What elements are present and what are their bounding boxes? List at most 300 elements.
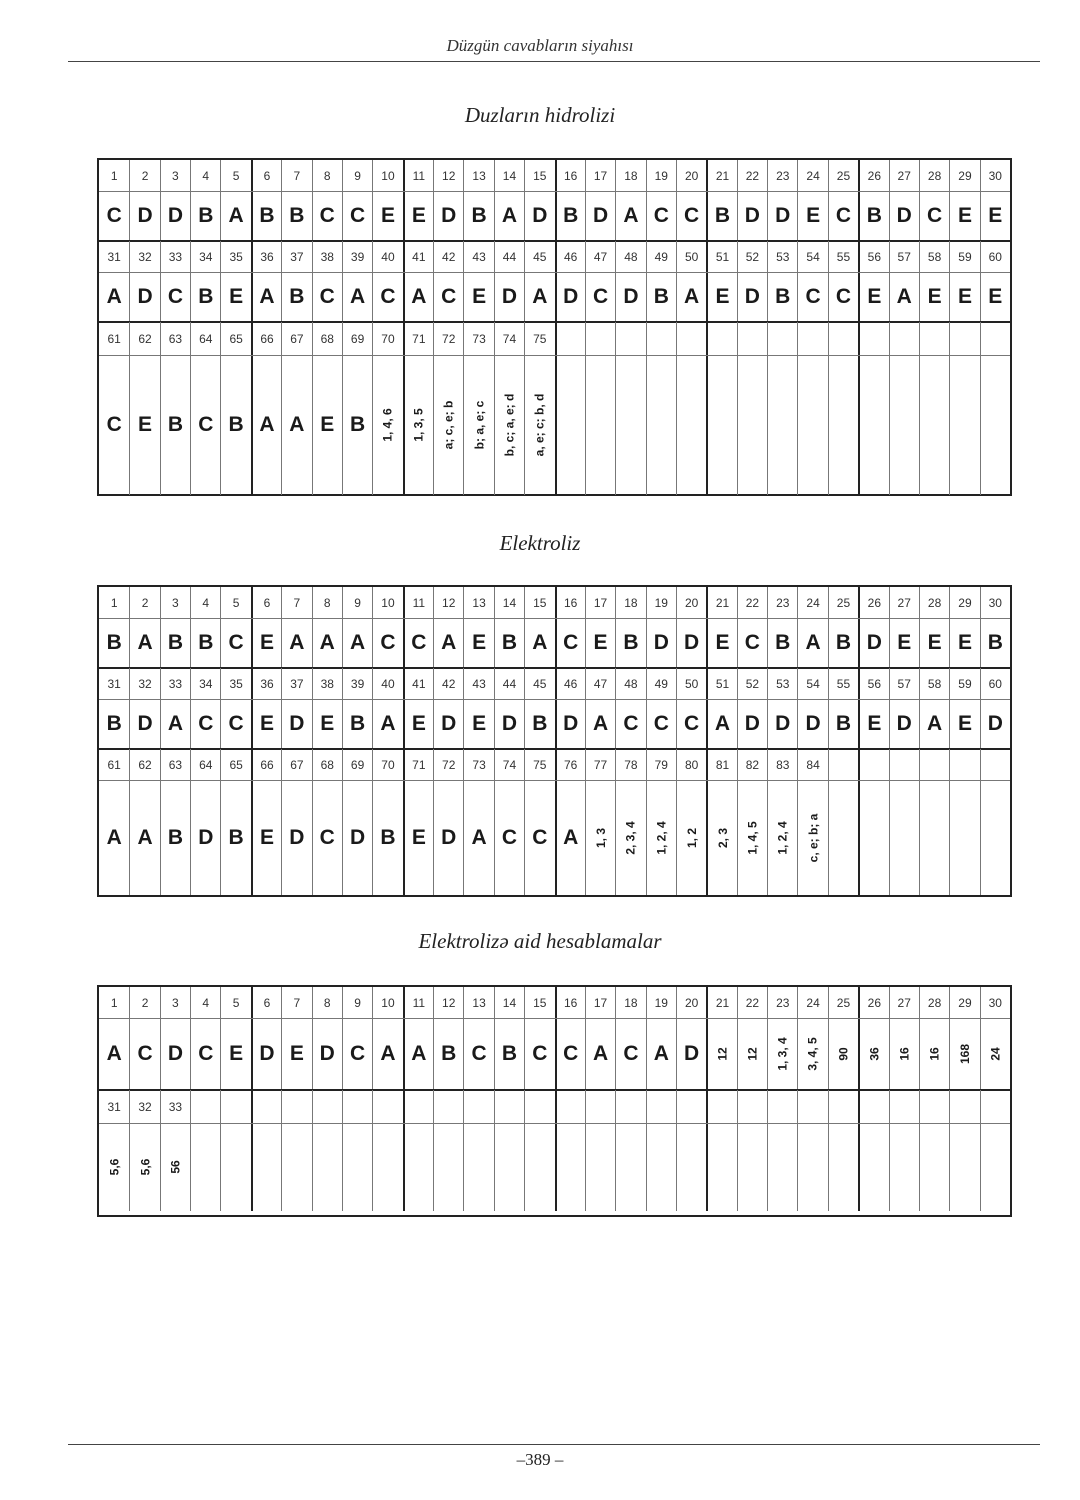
answer-cell bbox=[372, 191, 402, 241]
answer-cell bbox=[949, 618, 979, 668]
answer-value: A bbox=[350, 285, 366, 308]
answer-value: b, c; a, e; d bbox=[502, 393, 517, 457]
answer-cell bbox=[160, 780, 190, 895]
answer-cell bbox=[889, 699, 919, 749]
question-number: 50 bbox=[684, 249, 699, 264]
answer-value: C bbox=[623, 1042, 639, 1065]
answer-value: D bbox=[563, 712, 579, 735]
question-number-cell bbox=[312, 749, 342, 780]
question-number-cell bbox=[767, 241, 797, 272]
question-number: 81 bbox=[715, 757, 730, 772]
answer-cell bbox=[372, 618, 402, 668]
question-number-cell bbox=[433, 241, 463, 272]
question-number: 32 bbox=[138, 1099, 152, 1114]
question-number-cell bbox=[281, 241, 311, 272]
question-number-cell bbox=[737, 587, 767, 618]
question-number: 24 bbox=[806, 595, 820, 610]
question-number-cell bbox=[706, 587, 736, 618]
question-number-row bbox=[99, 1090, 1010, 1123]
question-number: 21 bbox=[715, 995, 730, 1010]
answer-value: C bbox=[350, 204, 366, 227]
question-number: 7 bbox=[293, 995, 301, 1010]
question-number-cell bbox=[646, 1090, 676, 1123]
question-number-cell bbox=[828, 587, 858, 618]
answer-cell bbox=[585, 618, 615, 668]
answer-value: D bbox=[501, 712, 518, 735]
answer-value: B bbox=[441, 1042, 457, 1065]
answer-cell bbox=[281, 1123, 311, 1211]
question-number-row bbox=[99, 241, 1010, 272]
answer-cell bbox=[858, 618, 888, 668]
answer-cell bbox=[585, 272, 615, 322]
answer-cell bbox=[767, 191, 797, 241]
question-number: 58 bbox=[927, 676, 942, 691]
answer-row bbox=[99, 191, 1010, 241]
answer-cell bbox=[919, 1018, 949, 1090]
answer-value: D bbox=[350, 825, 366, 849]
question-number: 41 bbox=[412, 676, 426, 691]
question-number-cell bbox=[524, 241, 554, 272]
question-number: 37 bbox=[290, 676, 304, 691]
question-number-cell bbox=[494, 668, 524, 699]
question-number-cell bbox=[919, 587, 949, 618]
answer-value: 1, 3, 4 bbox=[775, 1037, 790, 1071]
answer-cell bbox=[828, 191, 858, 241]
answer-cell bbox=[403, 191, 433, 241]
answer-cell bbox=[706, 618, 736, 668]
answer-value: B bbox=[228, 413, 244, 436]
question-number-cell bbox=[372, 241, 402, 272]
answer-cell bbox=[372, 699, 402, 749]
answer-cell bbox=[190, 355, 220, 495]
question-number-cell bbox=[980, 322, 1010, 355]
answer-cell bbox=[615, 1123, 645, 1211]
question-number: 5 bbox=[232, 168, 240, 183]
question-number-cell bbox=[797, 987, 827, 1018]
answer-value: B bbox=[167, 413, 183, 436]
question-number-cell bbox=[555, 987, 585, 1018]
question-number-cell bbox=[615, 322, 645, 355]
answer-value: C bbox=[441, 285, 457, 308]
question-number-cell bbox=[676, 1090, 706, 1123]
answer-cell bbox=[706, 780, 736, 895]
answer-value: E bbox=[867, 712, 882, 735]
question-number: 16 bbox=[564, 168, 578, 183]
answer-cell bbox=[889, 780, 919, 895]
answer-cell bbox=[433, 355, 463, 495]
question-number-cell bbox=[555, 587, 585, 618]
question-number-cell bbox=[615, 1090, 645, 1123]
answer-value: B bbox=[198, 631, 214, 654]
question-number: 5 bbox=[232, 595, 240, 610]
question-number: 41 bbox=[412, 249, 426, 264]
answer-cell bbox=[585, 355, 615, 495]
question-number-cell bbox=[919, 322, 949, 355]
question-number-cell bbox=[129, 987, 159, 1018]
answer-cell bbox=[312, 618, 342, 668]
answer-cell bbox=[949, 272, 979, 322]
question-number-cell bbox=[615, 160, 645, 191]
answer-cell bbox=[342, 699, 372, 749]
answer-value: E bbox=[593, 631, 608, 654]
question-number: 34 bbox=[199, 676, 213, 691]
question-number: 15 bbox=[533, 168, 547, 183]
answer-value: A bbox=[106, 1042, 122, 1065]
question-number-cell bbox=[129, 160, 159, 191]
question-number-cell bbox=[99, 241, 129, 272]
question-number: 13 bbox=[472, 995, 486, 1010]
question-number-cell bbox=[555, 749, 585, 780]
question-number: 48 bbox=[624, 676, 638, 691]
answer-cell bbox=[190, 272, 220, 322]
answer-value: A bbox=[684, 285, 700, 308]
answer-value: C bbox=[198, 712, 214, 735]
question-number: 13 bbox=[472, 595, 486, 610]
answer-cell bbox=[555, 780, 585, 895]
answer-cell bbox=[463, 1123, 493, 1211]
question-number: 35 bbox=[229, 249, 243, 264]
question-number-cell bbox=[494, 241, 524, 272]
answer-cell bbox=[342, 272, 372, 322]
answer-value: B bbox=[563, 204, 579, 227]
question-number: 50 bbox=[684, 676, 699, 691]
answer-value: A bbox=[441, 631, 457, 654]
answer-cell bbox=[555, 618, 585, 668]
answer-value: D bbox=[167, 1042, 183, 1065]
question-number-cell bbox=[737, 1090, 767, 1123]
question-number-cell bbox=[372, 668, 402, 699]
question-number: 18 bbox=[624, 168, 638, 183]
answer-value: B bbox=[228, 825, 244, 849]
answer-value: D bbox=[532, 204, 548, 227]
answer-row bbox=[99, 618, 1010, 668]
answer-cell bbox=[980, 1123, 1010, 1211]
answer-value: C bbox=[835, 204, 852, 227]
question-number-cell bbox=[797, 241, 827, 272]
answer-cell bbox=[858, 191, 888, 241]
answer-value: D bbox=[592, 204, 609, 227]
answer-value: C bbox=[350, 1042, 366, 1065]
question-number: 65 bbox=[229, 331, 243, 346]
question-number: 6 bbox=[263, 168, 271, 183]
answer-value: D bbox=[744, 204, 760, 227]
answer-value: 5,6 bbox=[107, 1158, 122, 1176]
answer-value: E bbox=[320, 712, 335, 735]
answer-cell bbox=[585, 1018, 615, 1090]
question-number: 69 bbox=[350, 331, 365, 346]
question-number-cell bbox=[615, 668, 645, 699]
question-number: 65 bbox=[229, 757, 243, 772]
question-number: 3 bbox=[172, 168, 179, 183]
question-number-cell bbox=[220, 241, 250, 272]
answer-value: 1, 4, 6 bbox=[380, 408, 395, 442]
answer-cell bbox=[129, 1123, 159, 1211]
answer-value: E bbox=[927, 631, 942, 654]
answer-cell bbox=[676, 191, 706, 241]
answer-cell bbox=[646, 1018, 676, 1090]
answer-value: E bbox=[260, 631, 275, 654]
question-number-cell bbox=[342, 160, 372, 191]
answer-value: C bbox=[653, 712, 669, 735]
answer-value: C bbox=[805, 285, 821, 308]
question-number: 64 bbox=[199, 757, 213, 772]
answer-value: b; a, e; c bbox=[472, 400, 487, 450]
answer-cell bbox=[797, 1018, 827, 1090]
question-number: 15 bbox=[533, 995, 547, 1010]
answer-cell bbox=[615, 191, 645, 241]
question-number-cell bbox=[858, 987, 888, 1018]
question-number: 56 bbox=[867, 676, 882, 691]
answer-value: 12 bbox=[745, 1047, 760, 1061]
answer-cell bbox=[160, 618, 190, 668]
answer-value: E bbox=[289, 1042, 304, 1065]
answer-cell bbox=[372, 1123, 402, 1211]
question-number: 22 bbox=[745, 168, 760, 183]
question-number-cell bbox=[281, 587, 311, 618]
answer-value: E bbox=[957, 285, 972, 308]
answer-cell bbox=[433, 191, 463, 241]
answer-cell bbox=[160, 272, 190, 322]
question-number-cell bbox=[858, 1090, 888, 1123]
answer-cell bbox=[585, 780, 615, 895]
question-number-cell bbox=[372, 587, 402, 618]
question-number-row bbox=[99, 587, 1010, 618]
answer-cell bbox=[980, 272, 1010, 322]
answer-cell bbox=[737, 1018, 767, 1090]
question-number: 29 bbox=[958, 995, 972, 1010]
answer-value: B bbox=[835, 712, 852, 735]
answer-value: B bbox=[501, 1042, 518, 1065]
answer-cell bbox=[129, 191, 159, 241]
question-number: 25 bbox=[836, 595, 851, 610]
answer-value: C bbox=[198, 413, 214, 436]
question-number: 57 bbox=[897, 249, 911, 264]
question-number-cell bbox=[372, 322, 402, 355]
answer-cell bbox=[737, 1123, 767, 1211]
question-number-cell bbox=[646, 987, 676, 1018]
question-number-cell bbox=[433, 668, 463, 699]
answer-value: E bbox=[380, 204, 395, 227]
question-number-cell bbox=[403, 749, 433, 780]
answer-cell bbox=[190, 191, 220, 241]
question-number-cell bbox=[585, 987, 615, 1018]
answer-cell bbox=[281, 780, 311, 895]
answer-grid-electrolysis bbox=[97, 585, 1012, 897]
question-number: 32 bbox=[138, 676, 152, 691]
row-separator bbox=[99, 272, 1010, 273]
answer-value: B bbox=[259, 204, 275, 227]
answer-cell bbox=[555, 699, 585, 749]
question-number-cell bbox=[463, 1090, 493, 1123]
question-number: 20 bbox=[684, 995, 699, 1010]
question-number: 70 bbox=[381, 757, 395, 772]
answer-value: E bbox=[988, 204, 1003, 227]
answer-cell bbox=[767, 1123, 797, 1211]
answer-cell bbox=[494, 355, 524, 495]
answer-cell bbox=[524, 699, 554, 749]
answer-value: A bbox=[532, 285, 548, 308]
answer-value: B bbox=[167, 825, 183, 849]
question-number: 51 bbox=[715, 249, 730, 264]
answer-cell bbox=[220, 1123, 250, 1211]
answer-value: D bbox=[137, 285, 153, 308]
question-number-cell bbox=[676, 987, 706, 1018]
question-number-cell bbox=[312, 668, 342, 699]
answer-value: 1, 2 bbox=[684, 827, 699, 848]
answer-value: B bbox=[198, 285, 214, 308]
question-number: 7 bbox=[293, 595, 301, 610]
question-number-cell bbox=[767, 587, 797, 618]
question-number-cell bbox=[737, 668, 767, 699]
answer-cell bbox=[828, 272, 858, 322]
question-number-cell bbox=[646, 587, 676, 618]
question-number-cell bbox=[737, 322, 767, 355]
answer-cell bbox=[160, 1123, 190, 1211]
answer-cell bbox=[524, 191, 554, 241]
question-number: 31 bbox=[107, 676, 121, 691]
question-number-cell bbox=[615, 241, 645, 272]
question-number-cell bbox=[615, 587, 645, 618]
question-number-cell bbox=[858, 749, 888, 780]
question-number-cell bbox=[828, 160, 858, 191]
answer-cell bbox=[615, 618, 645, 668]
question-number: 23 bbox=[776, 995, 790, 1010]
question-number: 4 bbox=[202, 595, 210, 610]
answer-value: D bbox=[441, 825, 457, 849]
question-number-cell bbox=[949, 322, 979, 355]
question-number-cell bbox=[342, 987, 372, 1018]
answer-cell bbox=[615, 272, 645, 322]
answer-cell bbox=[463, 272, 493, 322]
question-number: 27 bbox=[897, 168, 911, 183]
question-number: 51 bbox=[715, 676, 730, 691]
answer-cell bbox=[433, 1018, 463, 1090]
question-number: 57 bbox=[897, 676, 911, 691]
question-number-cell bbox=[858, 322, 888, 355]
question-number-cell bbox=[676, 587, 706, 618]
question-number-cell bbox=[99, 587, 129, 618]
answer-value: E bbox=[957, 631, 972, 654]
question-number: 8 bbox=[323, 168, 331, 183]
question-number-cell bbox=[99, 322, 129, 355]
question-number-cell bbox=[555, 241, 585, 272]
answer-value: A bbox=[411, 1042, 427, 1065]
question-number-cell bbox=[494, 587, 524, 618]
answer-cell bbox=[312, 699, 342, 749]
question-number-cell bbox=[858, 668, 888, 699]
question-number: 79 bbox=[654, 757, 668, 772]
answer-cell bbox=[767, 1018, 797, 1090]
row-separator bbox=[99, 355, 1010, 356]
question-number-cell bbox=[220, 160, 250, 191]
answer-cell bbox=[190, 699, 220, 749]
answer-cell bbox=[99, 780, 129, 895]
question-number: 36 bbox=[260, 249, 274, 264]
answer-cell bbox=[281, 191, 311, 241]
question-number: 46 bbox=[564, 249, 578, 264]
question-number: 71 bbox=[412, 331, 426, 346]
question-number-cell bbox=[767, 668, 797, 699]
question-number-cell bbox=[129, 322, 159, 355]
answer-cell bbox=[99, 1123, 129, 1211]
answer-cell bbox=[615, 780, 645, 895]
answer-cell bbox=[463, 1018, 493, 1090]
question-number-cell bbox=[312, 987, 342, 1018]
answer-value: C bbox=[592, 285, 609, 308]
answer-value: D bbox=[137, 204, 153, 227]
answer-cell bbox=[919, 699, 949, 749]
question-number-cell bbox=[949, 241, 979, 272]
answer-value: D bbox=[198, 825, 214, 849]
answer-cell bbox=[767, 272, 797, 322]
answer-value: A bbox=[167, 712, 183, 735]
answer-cell bbox=[919, 191, 949, 241]
answer-cell bbox=[220, 191, 250, 241]
question-number-cell bbox=[190, 749, 220, 780]
question-number-cell bbox=[676, 322, 706, 355]
question-number: 6 bbox=[263, 595, 271, 610]
question-number-cell bbox=[949, 987, 979, 1018]
question-number: 17 bbox=[593, 595, 608, 610]
question-number: 76 bbox=[564, 757, 578, 772]
answer-value: 90 bbox=[836, 1047, 851, 1061]
question-number: 52 bbox=[745, 676, 760, 691]
answer-value: E bbox=[715, 285, 730, 308]
question-number-cell bbox=[706, 241, 736, 272]
answer-cell bbox=[555, 272, 585, 322]
question-number-cell bbox=[524, 322, 554, 355]
answer-value: C bbox=[532, 1042, 548, 1065]
question-number-cell bbox=[494, 322, 524, 355]
question-number-cell bbox=[676, 668, 706, 699]
question-number-cell bbox=[190, 241, 220, 272]
answer-value: a, e; c; b, d bbox=[532, 393, 547, 457]
question-number-cell bbox=[281, 668, 311, 699]
question-number-cell bbox=[889, 668, 919, 699]
answer-cell bbox=[615, 699, 645, 749]
answer-cell bbox=[312, 191, 342, 241]
question-number-cell bbox=[524, 587, 554, 618]
question-number-cell bbox=[797, 160, 827, 191]
answer-grid-hydrolysis bbox=[97, 158, 1012, 496]
question-number: 68 bbox=[320, 757, 334, 772]
answer-cell bbox=[281, 355, 311, 495]
question-number: 23 bbox=[776, 168, 790, 183]
question-number-cell bbox=[99, 987, 129, 1018]
question-number: 49 bbox=[654, 676, 668, 691]
question-number: 12 bbox=[442, 168, 456, 183]
question-number: 39 bbox=[350, 249, 365, 264]
answer-value: C bbox=[563, 1042, 579, 1065]
question-number: 34 bbox=[199, 249, 213, 264]
answer-value: A bbox=[592, 1042, 609, 1065]
question-number: 26 bbox=[867, 168, 882, 183]
answer-value: a; c, e; b bbox=[441, 400, 456, 450]
question-number-cell bbox=[463, 987, 493, 1018]
question-number: 17 bbox=[593, 168, 608, 183]
answer-cell bbox=[828, 1123, 858, 1211]
answer-cell bbox=[737, 272, 767, 322]
answer-value: 168 bbox=[957, 1043, 972, 1065]
question-number: 73 bbox=[472, 331, 486, 346]
answer-value: A bbox=[289, 631, 305, 654]
answer-value: C bbox=[319, 285, 335, 308]
question-number-cell bbox=[312, 322, 342, 355]
question-number-cell bbox=[828, 668, 858, 699]
question-number-cell bbox=[312, 1090, 342, 1123]
answer-cell bbox=[949, 1123, 979, 1211]
answer-value: A bbox=[289, 413, 305, 436]
